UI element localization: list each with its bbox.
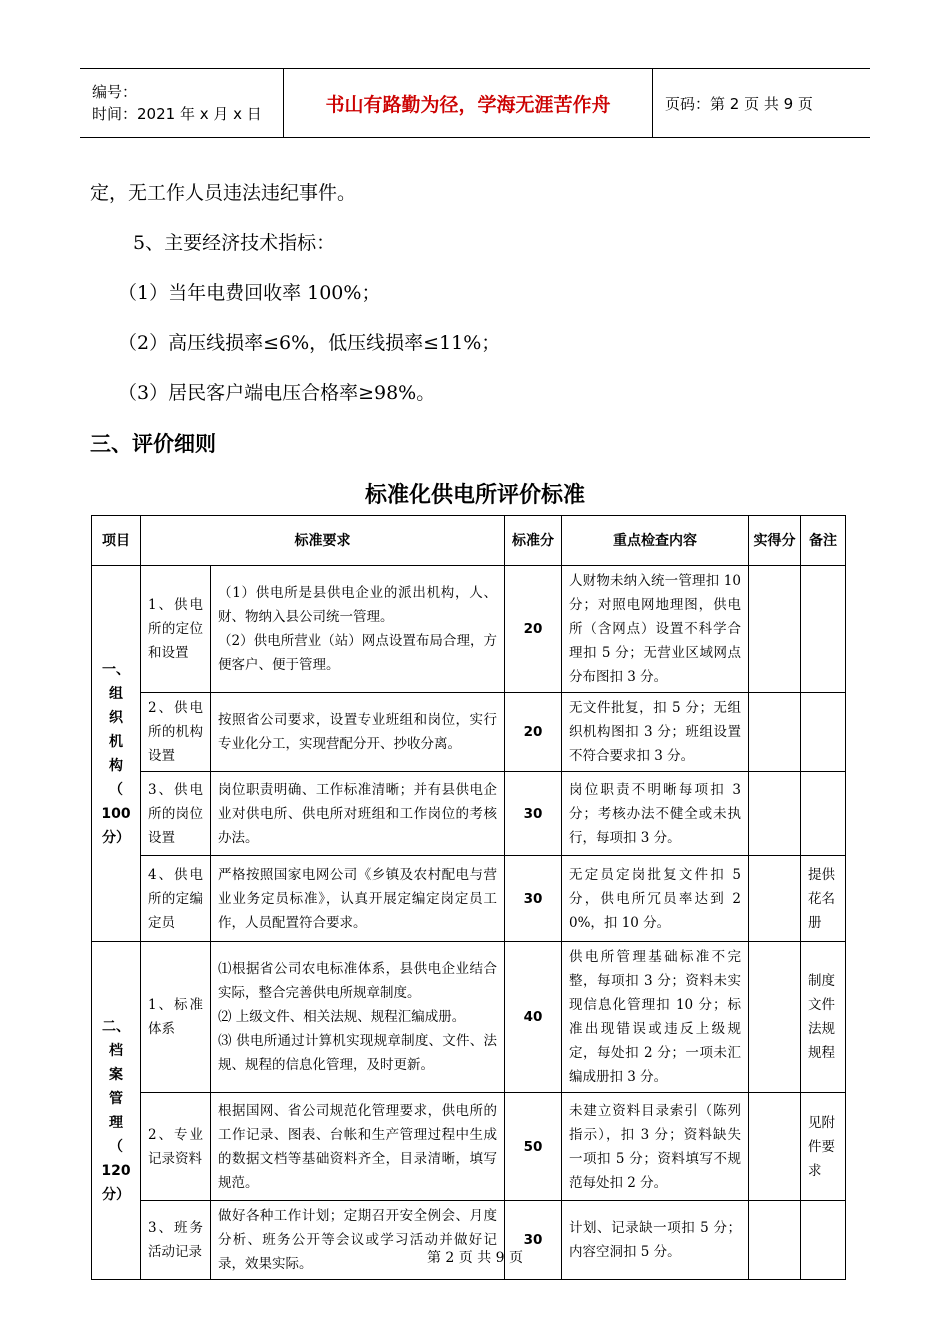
item-cell: 2、专业记录资料 bbox=[141, 1093, 211, 1201]
column-header-actual-score: 实得分 bbox=[749, 516, 801, 566]
requirement-line: 岗位职责明确、工作标准清晰；并有县供电企业对供电所、供电所对班组和工作岗位的考核办法。 bbox=[218, 781, 497, 846]
project-category-char: 管 bbox=[109, 1090, 123, 1107]
remarks-cell: 提供花名册 bbox=[801, 856, 846, 942]
project-category-char: 案 bbox=[109, 1066, 123, 1083]
body-line: （3）居民客户端电压合格率≥98%。 bbox=[118, 382, 436, 404]
requirement-line: （1）供电所是县供电企业的派出机构，人、财、物纳入县公司统一管理。 bbox=[218, 585, 497, 625]
item-cell: 3、供电所的岗位设置 bbox=[141, 772, 211, 856]
table-row bbox=[92, 856, 846, 942]
project-category-char: 一、 bbox=[102, 661, 130, 678]
standard-score-cell: 50 bbox=[505, 1093, 562, 1201]
document-number-label: 编号： bbox=[92, 83, 138, 101]
project-category-char: （ bbox=[109, 781, 123, 798]
item-cell: 1、标准体系 bbox=[141, 942, 211, 1093]
project-category-char: 分） bbox=[102, 829, 130, 846]
project-category-char: 机 bbox=[109, 733, 123, 750]
project-category-cell bbox=[92, 942, 141, 1280]
document-date: 时间：2021 年 x 月 x 日 bbox=[92, 105, 262, 123]
section-heading: 三、评价细则 bbox=[90, 432, 216, 456]
page-header bbox=[80, 68, 870, 138]
column-header-requirement: 标准要求 bbox=[141, 516, 505, 566]
project-category-char: （ bbox=[109, 1138, 123, 1155]
requirement-line: 做好各种工作计划；定期召开安全例会、月度分析、班务公开等会议或学习活动并做好记录，效果实际。 bbox=[218, 1208, 497, 1272]
body-line: 5、主要经济技术指标： bbox=[133, 232, 336, 254]
table-row bbox=[92, 693, 846, 772]
requirement-line: （2）供电所营业（站）网点设置布局合理，方便客户、便于管理。 bbox=[218, 633, 497, 673]
actual-score-cell bbox=[749, 566, 801, 693]
project-category-char: 120 bbox=[101, 1162, 131, 1179]
column-header-project: 项目 bbox=[92, 516, 141, 566]
header-meta bbox=[80, 69, 283, 137]
column-header-remarks: 备注 bbox=[801, 516, 846, 566]
table-row bbox=[92, 1201, 846, 1280]
item-cell: 2、供电所的机构设置 bbox=[141, 693, 211, 772]
project-category-char: 理 bbox=[109, 1114, 123, 1131]
standard-score-cell: 20 bbox=[505, 693, 562, 772]
table-row bbox=[92, 942, 846, 1093]
remarks-cell: 见附件要求 bbox=[801, 1093, 846, 1201]
check-content-cell: 岗位职责不明晰每项扣 3 分；考核办法不健全或未执行，每项扣 3 分。 bbox=[562, 772, 749, 856]
table-title: 标准化供电所评价标准 bbox=[364, 483, 585, 508]
item-cell: 1、供电所的定位和设置 bbox=[141, 566, 211, 693]
actual-score-cell bbox=[749, 856, 801, 942]
requirement-line: 根据国网、省公司规范化管理要求，供电所的工作记录、图表、台帐和生产管理过程中生成的数据文档等基础资料齐全，目录清晰，填写规范。 bbox=[218, 1102, 497, 1191]
project-category-char: 分） bbox=[102, 1186, 130, 1203]
column-header-check-content: 重点检查内容 bbox=[562, 516, 749, 566]
project-category-cell bbox=[92, 566, 141, 942]
evaluation-standard-table bbox=[91, 515, 846, 1280]
header-page-info: 页码：第 2 页 共 9 页 bbox=[665, 94, 813, 113]
requirement-cell bbox=[211, 772, 505, 856]
check-content-cell: 无文件批复，扣 5 分；无组织机构图扣 3 分；班组设置不符合要求扣 3 分。 bbox=[562, 693, 749, 772]
check-content-cell: 供电所管理基础标准不完整，每项扣 3 分；资料未实现信息化管理扣 10 分；标准出现错误或违反上级规定，每处扣 2 分；一项未汇编成册扣 3 分。 bbox=[562, 942, 749, 1093]
requirement-cell bbox=[211, 856, 505, 942]
requirement-line: ⑶ 供电所通过计算机实现规章制度、文件、法规、规程的信息化管理，及时更新。 bbox=[218, 1033, 497, 1073]
standard-score-cell: 40 bbox=[505, 942, 562, 1093]
body-line: （1）当年电费回收率 100%； bbox=[118, 282, 381, 304]
project-category-char: 100 bbox=[101, 805, 131, 822]
actual-score-cell bbox=[749, 1201, 801, 1280]
actual-score-cell bbox=[749, 942, 801, 1093]
project-category-char: 二、 bbox=[102, 1018, 130, 1035]
requirement-cell bbox=[211, 942, 505, 1093]
column-header-standard-score: 标准分 bbox=[505, 516, 562, 566]
item-cell: 3、班务活动记录 bbox=[141, 1201, 211, 1280]
header-motto: 书山有路勤为径，学海无涯苦作舟 bbox=[283, 69, 653, 137]
body-line: （2）高压线损率≤6%，低压线损率≤11%； bbox=[118, 332, 501, 354]
check-content-cell: 计划、记录缺一项扣 5 分；内容空洞扣 5 分。 bbox=[562, 1201, 749, 1280]
standard-score-cell: 30 bbox=[505, 856, 562, 942]
actual-score-cell bbox=[749, 1093, 801, 1201]
standard-score-cell: 20 bbox=[505, 566, 562, 693]
requirement-cell bbox=[211, 1201, 505, 1280]
requirement-line: 按照省公司要求，设置专业班组和岗位，实行专业化分工，实现营配分开、抄收分离。 bbox=[218, 712, 497, 752]
table-row bbox=[92, 772, 846, 856]
table-header-row bbox=[92, 516, 846, 566]
page-footer: 第 2 页 共 9 页 bbox=[426, 1250, 524, 1266]
table-row bbox=[92, 566, 846, 693]
remarks-cell bbox=[801, 566, 846, 693]
remarks-cell bbox=[801, 1201, 846, 1280]
requirement-line: ⑴根据省公司农电标准体系，县供电企业结合实际，整合完善供电所规章制度。 bbox=[218, 961, 497, 1001]
remarks-cell bbox=[801, 693, 846, 772]
remarks-cell: 制度文件法规规程 bbox=[801, 942, 846, 1093]
project-category-char: 档 bbox=[109, 1042, 123, 1059]
requirement-cell bbox=[211, 566, 505, 693]
check-content-cell: 人财物未纳入统一管理扣 10 分；对照电网地理图，供电所（含网点）设置不科学合理扣 5 分；无营业区域网点分布图扣 3 分。 bbox=[562, 566, 749, 693]
standard-score-cell: 30 bbox=[505, 1201, 562, 1280]
actual-score-cell bbox=[749, 772, 801, 856]
check-content-cell: 未建立资料目录索引（陈列指示），扣 3 分；资料缺失一项扣 5 分；资料填写不规范每处扣 2 分。 bbox=[562, 1093, 749, 1201]
item-cell: 4、供电所的定编定员 bbox=[141, 856, 211, 942]
project-category-char: 构 bbox=[109, 757, 123, 774]
table-row bbox=[92, 1093, 846, 1201]
requirement-line: 严格按照国家电网公司《乡镇及农村配电与营业业务定员标准》，认真开展定编定岗定员工作，人员配置符合要求。 bbox=[218, 866, 497, 931]
requirement-cell bbox=[211, 693, 505, 772]
check-content-cell: 无定员定岗批复文件扣 5 分，供电所冗员率达到 20%，扣 10 分。 bbox=[562, 856, 749, 942]
actual-score-cell bbox=[749, 693, 801, 772]
remarks-cell bbox=[801, 772, 846, 856]
body-line: 定，无工作人员违法违纪事件。 bbox=[90, 182, 357, 204]
standard-score-cell: 30 bbox=[505, 772, 562, 856]
requirement-cell bbox=[211, 1093, 505, 1201]
project-category-char: 织 bbox=[109, 709, 123, 726]
requirement-line: ⑵ 上级文件、相关法规、规程汇编成册。 bbox=[218, 1009, 466, 1025]
project-category-char: 组 bbox=[109, 685, 123, 702]
